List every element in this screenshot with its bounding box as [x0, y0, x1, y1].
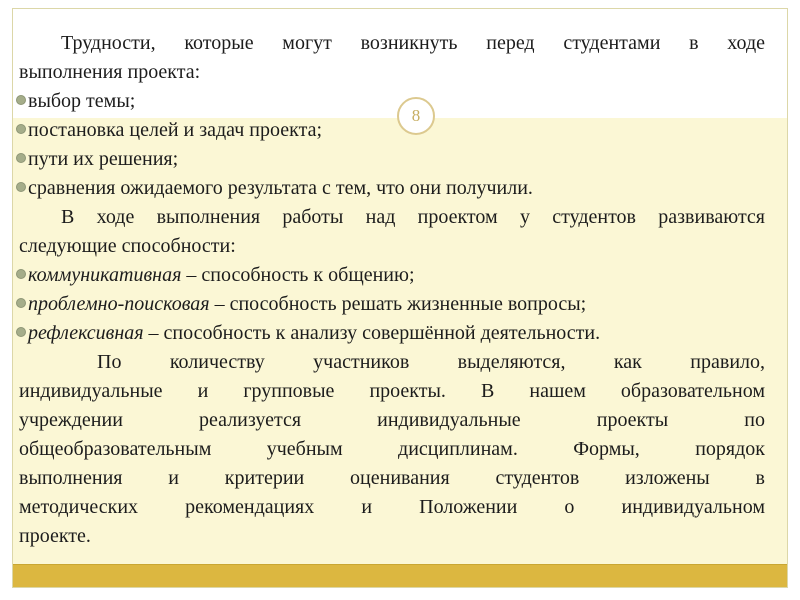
ability-description: – способность к анализу совершённой деятельности.: [143, 322, 601, 344]
abilities-intro-line-2: следующие способности:: [19, 235, 236, 257]
difficulty-item: [19, 116, 765, 145]
slide: [12, 8, 788, 588]
difficulty-text: выбор темы;: [28, 90, 136, 112]
slide-content: [19, 29, 765, 551]
slide-number: 8: [411, 106, 421, 125]
bullet-icon: [16, 269, 26, 279]
ability-term: коммуникативная: [28, 264, 182, 286]
ability-item: [19, 319, 765, 348]
slide-number-badge: [397, 97, 435, 135]
closing-line: выполнения и критерии оценивания студентов изложены в: [19, 467, 765, 489]
difficulty-text: постановка целей и задач проекта;: [28, 119, 323, 141]
closing-line: индивидуальные и групповые проекты. В нашем образовательном: [19, 380, 765, 402]
bullet-icon: [16, 153, 26, 163]
intro-line-1: Трудности, которые могут возникнуть перед студентами в ходе: [61, 32, 765, 54]
ability-term: проблемно-поисковая: [28, 293, 210, 315]
closing-line: По количеству участников выделяются, как правило,: [97, 351, 765, 373]
ability-item: [19, 261, 765, 290]
bullet-icon: [16, 327, 26, 337]
difficulty-item: [19, 145, 765, 174]
slide-bottom-bar: [13, 564, 787, 587]
ability-description: – способность к общению;: [181, 264, 415, 286]
closing-line: методических рекомендациях и Положении о индивидуальном: [19, 496, 765, 518]
difficulty-item: [19, 87, 765, 116]
ability-description: – способность решать жизненные вопросы;: [209, 293, 587, 315]
ability-term: рефлексивная: [28, 322, 144, 344]
difficulty-text: пути их решения;: [28, 148, 179, 170]
closing-line: учреждении реализуется индивидуальные проекты по: [19, 409, 765, 431]
abilities-intro-line-1: В ходе выполнения работы над проектом у студентов развиваются: [61, 206, 765, 228]
closing-line: проекте.: [19, 525, 91, 547]
bullet-icon: [16, 95, 26, 105]
bullet-icon: [16, 124, 26, 134]
ability-item: [19, 290, 765, 319]
difficulty-item: [19, 174, 765, 203]
intro-line-2: выполнения проекта:: [19, 61, 201, 83]
difficulty-text: сравнения ожидаемого результата с тем, что они получили.: [28, 177, 533, 199]
closing-line: общеобразовательным учебным дисциплинам. Формы, порядок: [19, 438, 765, 460]
bullet-icon: [16, 182, 26, 192]
bullet-icon: [16, 298, 26, 308]
